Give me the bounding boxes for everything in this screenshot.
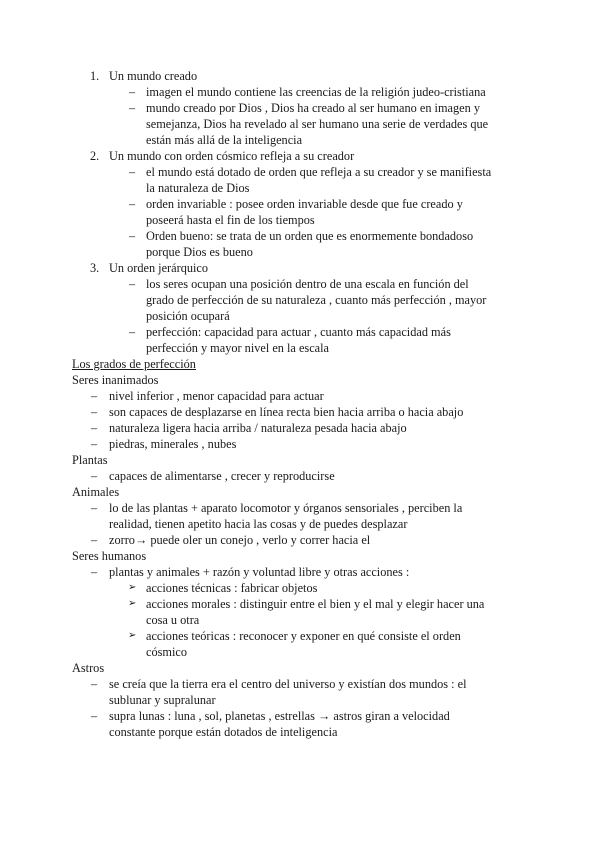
item-title: Un orden jerárquico <box>109 261 209 275</box>
list-item <box>0 228 600 244</box>
list-item-continuation <box>0 340 600 356</box>
item-number: 2. <box>90 149 100 163</box>
list-item <box>0 500 600 516</box>
heading-row <box>0 484 600 500</box>
list-item-continuation <box>0 244 600 260</box>
heading-row <box>0 660 600 676</box>
item-number: 1. <box>90 69 100 83</box>
list-item <box>0 564 600 580</box>
numbered-item-1 <box>0 68 600 84</box>
bullet-text: perfección y mayor nivel en la escala <box>146 341 329 355</box>
dash-bullet: – <box>129 325 136 339</box>
bullet-text: zorro→ puede oler un conejo , verlo y correr hacia el <box>109 533 371 547</box>
bullet-text: están más allá de la inteligencia <box>146 133 303 147</box>
heading-row <box>0 372 600 388</box>
bullet-text: sublunar y supralunar <box>109 693 216 707</box>
bullet-text: realidad, tienen apetito hacia las cosas y de puedes desplazar <box>109 517 408 531</box>
list-item-continuation <box>0 724 600 740</box>
bullet-text: perfección: capacidad para actuar , cuanto más capacidad más <box>146 325 451 339</box>
list-item-continuation <box>0 516 600 532</box>
list-item <box>0 532 600 548</box>
document-page <box>0 68 600 740</box>
bullet-text: grado de perfección de su naturaleza , cuanto más perfección , mayor <box>146 293 487 307</box>
list-item <box>0 164 600 180</box>
list-item <box>0 100 600 116</box>
dash-bullet: – <box>129 165 136 179</box>
list-item <box>0 276 600 292</box>
bullet-text: supra lunas : luna , sol, planetas , estrellas → astros giran a velocidad <box>109 709 450 723</box>
heading-row <box>0 548 600 564</box>
bullet-text: semejanza, Dios ha revelado al ser humano una serie de verdades que <box>146 117 489 131</box>
bullet-text: imagen el mundo contiene las creencias de la religión judeo-cristiana <box>146 85 486 99</box>
bullet-text: nivel inferior , menor capacidad para actuar <box>109 389 324 403</box>
heading-plantas: Plantas <box>72 453 108 467</box>
list-item-continuation <box>0 132 600 148</box>
item-number: 3. <box>90 261 100 275</box>
heading-seres-inanimados: Seres inanimados <box>72 373 159 387</box>
sub-bullet-text: acciones técnicas : fabricar objetos <box>146 581 318 595</box>
heading-astros: Astros <box>72 661 105 675</box>
list-item-continuation <box>0 308 600 324</box>
numbered-item-2 <box>0 148 600 164</box>
item-title: Un mundo creado <box>109 69 198 83</box>
bullet-text: capaces de alimentarse , crecer y reproducirse <box>109 469 335 483</box>
list-item <box>0 436 600 452</box>
arrow-bullet-icon: ➢ <box>128 582 137 593</box>
dash-bullet: – <box>91 501 98 515</box>
bullet-text: poseerá hasta el fin de los tiempos <box>146 213 315 227</box>
list-item <box>0 196 600 212</box>
bullet-text: piedras, minerales , nubes <box>109 437 237 451</box>
dash-bullet: – <box>129 277 136 291</box>
bullet-text: Orden bueno: se trata de un orden que es enormemente bondadoso <box>146 229 474 243</box>
heading-row <box>0 452 600 468</box>
sub-bullet-text: acciones morales : distinguir entre el bien y el mal y elegir hacer una <box>146 597 485 611</box>
list-item <box>0 676 600 692</box>
dash-bullet: – <box>91 437 98 451</box>
section-title: Los grados de perfección <box>72 357 196 371</box>
arrow-bullet-icon: ➢ <box>128 630 137 641</box>
dash-bullet: – <box>91 405 98 419</box>
dash-bullet: – <box>129 85 136 99</box>
list-item-continuation <box>0 116 600 132</box>
heading-seres-humanos: Seres humanos <box>72 549 147 563</box>
dash-bullet: – <box>91 421 98 435</box>
bullet-text: los seres ocupan una posición dentro de una escala en función del <box>146 277 469 291</box>
bullet-text: el mundo está dotado de orden que refleja a su creador y se manifiesta <box>146 165 492 179</box>
sub-bullet-text: cosa u otra <box>146 613 200 627</box>
dash-bullet: – <box>91 469 98 483</box>
dash-bullet: – <box>91 389 98 403</box>
sub-list-item-continuation <box>0 612 600 628</box>
list-item <box>0 388 600 404</box>
arrow-bullet-icon: ➢ <box>128 598 137 609</box>
list-item <box>0 84 600 100</box>
list-item <box>0 420 600 436</box>
sub-list-item <box>0 596 600 612</box>
bullet-text: constante porque están dotados de inteligencia <box>109 725 338 739</box>
list-item <box>0 468 600 484</box>
sub-list-item <box>0 628 600 644</box>
dash-bullet: – <box>129 197 136 211</box>
bullet-text: mundo creado por Dios , Dios ha creado al ser humano en imagen y <box>146 101 480 115</box>
list-item-continuation <box>0 292 600 308</box>
list-item <box>0 404 600 420</box>
bullet-text: lo de las plantas + aparato locomotor y órganos sensoriales , perciben la <box>109 501 463 515</box>
bullet-text: naturaleza ligera hacia arriba / naturaleza pesada hacia abajo <box>109 421 407 435</box>
dash-bullet: – <box>91 533 98 547</box>
bullet-text: se creía que la tierra era el centro del universo y existían dos mundos : el <box>109 677 467 691</box>
heading-animales: Animales <box>72 485 120 499</box>
list-item-continuation <box>0 180 600 196</box>
list-item-continuation <box>0 212 600 228</box>
bullet-text: orden invariable : posee orden invariable desde que fue creado y <box>146 197 463 211</box>
bullet-text: son capaces de desplazarse en línea recta bien hacia arriba o hacia abajo <box>109 405 464 419</box>
section-title-row <box>0 356 600 372</box>
dash-bullet: – <box>129 229 136 243</box>
dash-bullet: – <box>129 101 136 115</box>
item-title: Un mundo con orden cósmico refleja a su creador <box>109 149 355 163</box>
list-item <box>0 708 600 724</box>
sub-bullet-text: cósmico <box>146 645 187 659</box>
list-item <box>0 324 600 340</box>
list-item-continuation <box>0 692 600 708</box>
sub-list-item-continuation <box>0 644 600 660</box>
sub-list-item <box>0 580 600 596</box>
dash-bullet: – <box>91 709 98 723</box>
sub-bullet-text: acciones teóricas : reconocer y exponer en qué consiste el orden <box>146 629 461 643</box>
bullet-text: la naturaleza de Dios <box>146 181 250 195</box>
dash-bullet: – <box>91 677 98 691</box>
dash-bullet: – <box>91 565 98 579</box>
bullet-text: porque Dios es bueno <box>146 245 253 259</box>
bullet-text: plantas y animales + razón y voluntad libre y otras acciones : <box>109 565 410 579</box>
bullet-text: posición ocupará <box>146 309 230 323</box>
numbered-item-3 <box>0 260 600 276</box>
